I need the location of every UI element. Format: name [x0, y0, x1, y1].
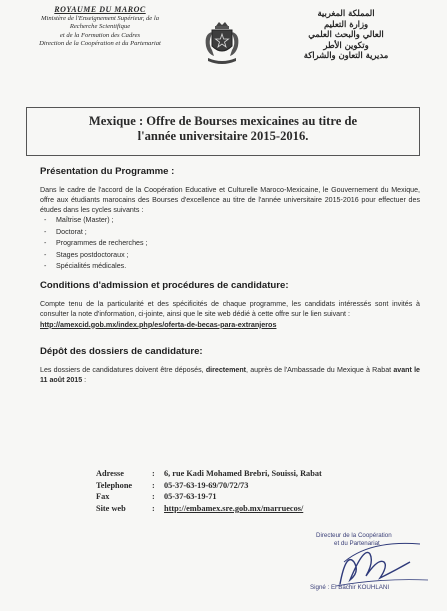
depot-directly: directement [205, 365, 247, 374]
depot-text-2: , auprès de l'Ambassade du Mexique à Rabat [246, 365, 394, 374]
contact-table [96, 468, 322, 514]
depot-deadline: avant le 11 août 2015 [40, 365, 420, 384]
list-item: - Spécialités médicales. [44, 261, 127, 270]
list-item: - Stages postdoctoraux ; [44, 250, 129, 259]
conditions-heading: Conditions d'admission et procédures de candidature: [40, 280, 289, 292]
letterhead-arabic-research: العالي والبحث العلمي [308, 29, 384, 40]
letterhead-arabic [258, 8, 434, 61]
cycles-list [40, 215, 420, 272]
phone-value: 05-37-63-19-69/70/72/73 [164, 480, 249, 490]
cycle-label: Programmes de recherches ; [56, 239, 148, 248]
cycle-label: Spécialités médicales. [56, 261, 127, 270]
signed-by: Signé : El Bachir KOUHLANI [310, 584, 390, 591]
address-value: 6, rue Kadi Mohamed Brebri, Souissi, Rabat [164, 469, 322, 478]
colon: : [152, 503, 155, 513]
depot-text-1: Les dossiers de candidatures doivent être déposés, [40, 365, 206, 374]
letterhead-ministry: Ministère de l'Enseignement Supérieur, de la [41, 14, 159, 22]
fax-value: 05-37-63-19-71 [164, 492, 217, 502]
list-item: - Maîtrise (Master) ; [44, 216, 114, 225]
letterhead-direction: Direction de la Coopération et du Partenariat [39, 40, 161, 48]
colon: : [152, 492, 155, 502]
moroccan-coat-of-arms-icon [200, 20, 244, 66]
contact-row-address [96, 468, 322, 480]
title-line-1: Mexique : Offre de Bourses mexicaines au titre de [88, 114, 358, 128]
web-label: Site web [96, 503, 126, 513]
fax-label: Fax [96, 492, 110, 502]
letterhead-arabic-ministry: وزارة التعليم [323, 18, 369, 29]
conditions-paragraph: Compte tenu de la particularité et des spécificités de chaque programme, les candidats intéressés sont invités à consulter la note d'information, ci-jointe, ainsi que le site web dédié à cette offre sur le lien suivant : [40, 300, 420, 319]
page-title [27, 114, 419, 144]
letterhead-training: et de la Formation des Cadres [59, 31, 141, 39]
colon: : [152, 469, 155, 478]
stamp-subtitle: et du Partenariat [334, 540, 380, 547]
contact-row-phone [96, 480, 322, 492]
letterhead-arabic-training: وتكوين الأطر [323, 39, 369, 50]
list-item: - Programmes de recherches ; [44, 239, 148, 248]
title-line-2: l'année universitaire 2015-2016. [137, 129, 309, 143]
presentation-heading: Présentation du Programme : [40, 166, 175, 177]
letterhead-arabic-kingdom: المملكة المغربية [317, 8, 375, 18]
contact-row-fax [96, 491, 322, 503]
cycle-label: Maîtrise (Master) ; [56, 216, 114, 225]
signature-block [300, 532, 438, 594]
cycle-label: Stages postdoctoraux ; [56, 250, 129, 259]
letterhead-kingdom: ROYAUME DU MAROC [54, 5, 146, 14]
colon: : [152, 480, 155, 490]
embassy-website-link[interactable]: http://embamex.sre.gob.mx/marruecos/ [164, 503, 304, 513]
contact-row-web [96, 503, 322, 515]
list-item: - Doctorat ; [44, 227, 87, 236]
letterhead-research: Recherche Scientifique [69, 23, 131, 31]
cycle-label: Doctorat ; [56, 227, 87, 236]
letterhead-arabic-direction: مديرية التعاون والشراكة [303, 50, 389, 61]
depot-text-end: : [82, 375, 87, 384]
document-body [40, 166, 420, 385]
depot-heading: Dépôt des dossiers de candidature: [40, 345, 203, 357]
title-box [26, 107, 420, 156]
letterhead-french [14, 6, 186, 49]
presentation-paragraph: Dans le cadre de l'accord de la Coopération Educative et Culturelle Maroco-Mexicaine, le Gouvernement du Mexique, offre aux étudiants marocains des Bourses d'excellence au titre de l'année universitaire 2015-2016 pour effectuer des études dans les cycles suivants : [40, 186, 420, 215]
phone-label: Telephone [96, 480, 133, 490]
depot-paragraph [40, 365, 420, 385]
address-label: Adresse [96, 469, 124, 478]
stamp-title: Directeur de la Coopération [316, 532, 392, 539]
amexcid-link[interactable]: http://amexcid.gob.mx/index.php/es/oferta-de-becas-para-extranjeros [40, 319, 277, 329]
